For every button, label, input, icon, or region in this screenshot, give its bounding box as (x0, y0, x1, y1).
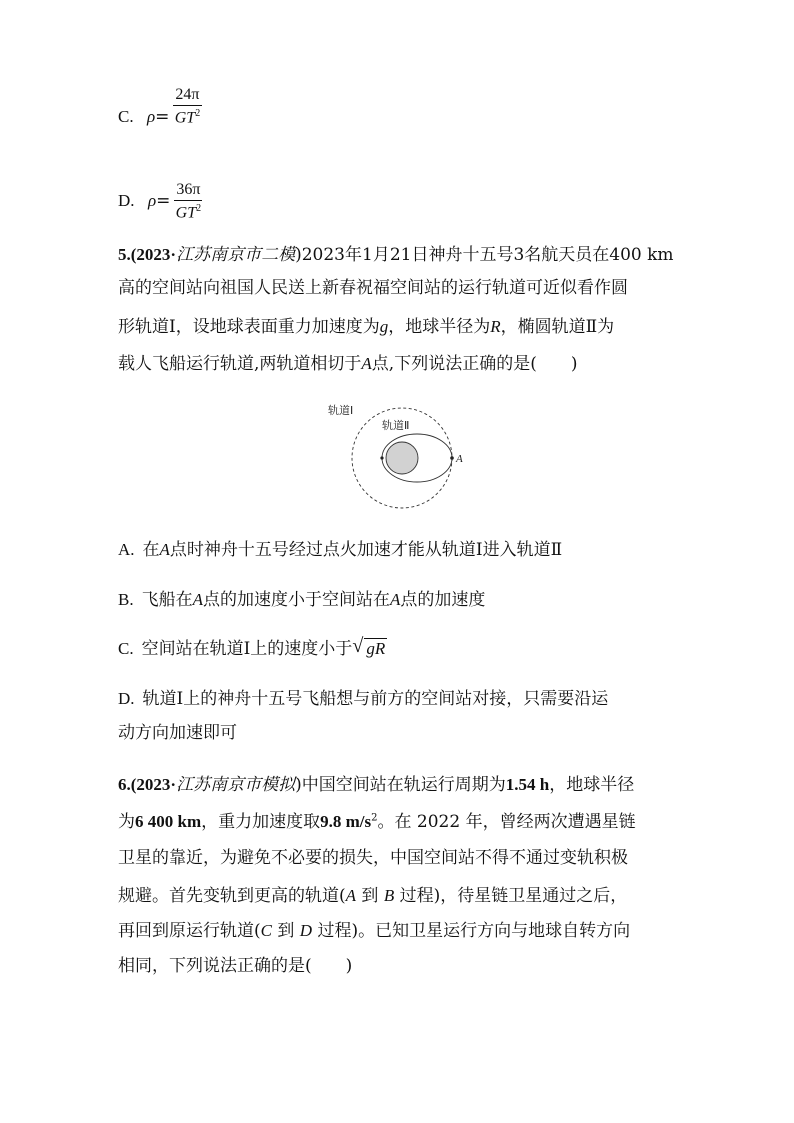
q5-option-a: A. 在A点时神舟十五号经过点火加速才能从轨道Ⅰ进入轨道Ⅱ (118, 540, 563, 560)
orbit-1-label: 轨道Ⅰ (328, 404, 354, 417)
q6-line-5: 再回到原运行轨道(C 到 D 过程)。已知卫星运行方向与地球自转方向 (118, 921, 631, 941)
question-number: 6. (118, 775, 131, 794)
q5-line-3: 形轨道Ⅰ，设地球表面重力加速度为g，地球半径为R，椭圆轨道Ⅱ为 (118, 317, 615, 337)
q5-option-b: B. 飞船在A点的加速度小于空间站在A点的加速度 (118, 590, 486, 610)
q6-line-6: 相同，下列说法正确的是( ) (118, 956, 353, 976)
q5-line-2: 高的空间站向祖国人民送上新春祝福空间站的运行轨道可近似看作圆 (118, 278, 628, 298)
q5-line-1: 5.(2023·江苏南京市二模)2023年1月21日神舟十五号3名航天员在400 km (118, 245, 674, 265)
earth-circle (386, 442, 418, 474)
denominator: $GT^2$ (174, 107, 201, 127)
orbit-diagram (320, 396, 470, 514)
numerator: 24π (173, 87, 201, 106)
q5-option-d-line-1: D. 轨道Ⅰ上的神舟十五号飞船想与前方的空间站对接，只需要沿运 (118, 689, 609, 709)
fraction (173, 87, 201, 126)
q5-option-c: C. 空间站在轨道Ⅰ上的速度小于 √ gR (118, 635, 386, 659)
rho-symbol: ρ (147, 191, 157, 211)
sqrt-gr: √ gR (352, 635, 386, 658)
rho-symbol: ρ (147, 107, 156, 126)
q5-option-d-line-2: 动方向加速即可 (118, 723, 237, 743)
option-d-formula (118, 182, 202, 221)
question-number: 5. (118, 245, 131, 264)
perigee-dot (380, 456, 383, 459)
question-source: 江苏南京市模拟 (176, 775, 296, 795)
point-a-dot (450, 456, 454, 460)
q6-line-2: 为6 400 km，重力加速度取9.8 $m/s^2$。在 2022 年，曾经两次遭遇星链 (118, 812, 636, 832)
option-label: D. (118, 191, 135, 211)
equals: = (155, 107, 170, 127)
equals: = (156, 191, 171, 212)
fraction (174, 182, 202, 221)
denominator: $GT^2$ (175, 203, 202, 222)
numerator: 36π (174, 182, 202, 201)
q6-line-4: 规避。首先变轨到更高的轨道(A 到 B 过程)，待星链卫星通过之后， (118, 886, 628, 906)
point-a-label: A (456, 453, 463, 465)
q5-line-4: 载人飞船运行轨道,两轨道相切于A点,下列说法正确的是( ) (118, 354, 578, 374)
q6-line-1: 6.(2023·江苏南京市模拟)中国空间站在轨运行周期为1.54 h，地球半径 (118, 775, 635, 795)
orbit-2-label: 轨道Ⅱ (382, 419, 410, 432)
option-label: C. (118, 107, 134, 126)
q6-line-3: 卫星的靠近，为避免不必要的损失，中国空间站不得不通过变轨积极 (118, 848, 628, 868)
question-source: 江苏南京市二模 (176, 245, 296, 265)
